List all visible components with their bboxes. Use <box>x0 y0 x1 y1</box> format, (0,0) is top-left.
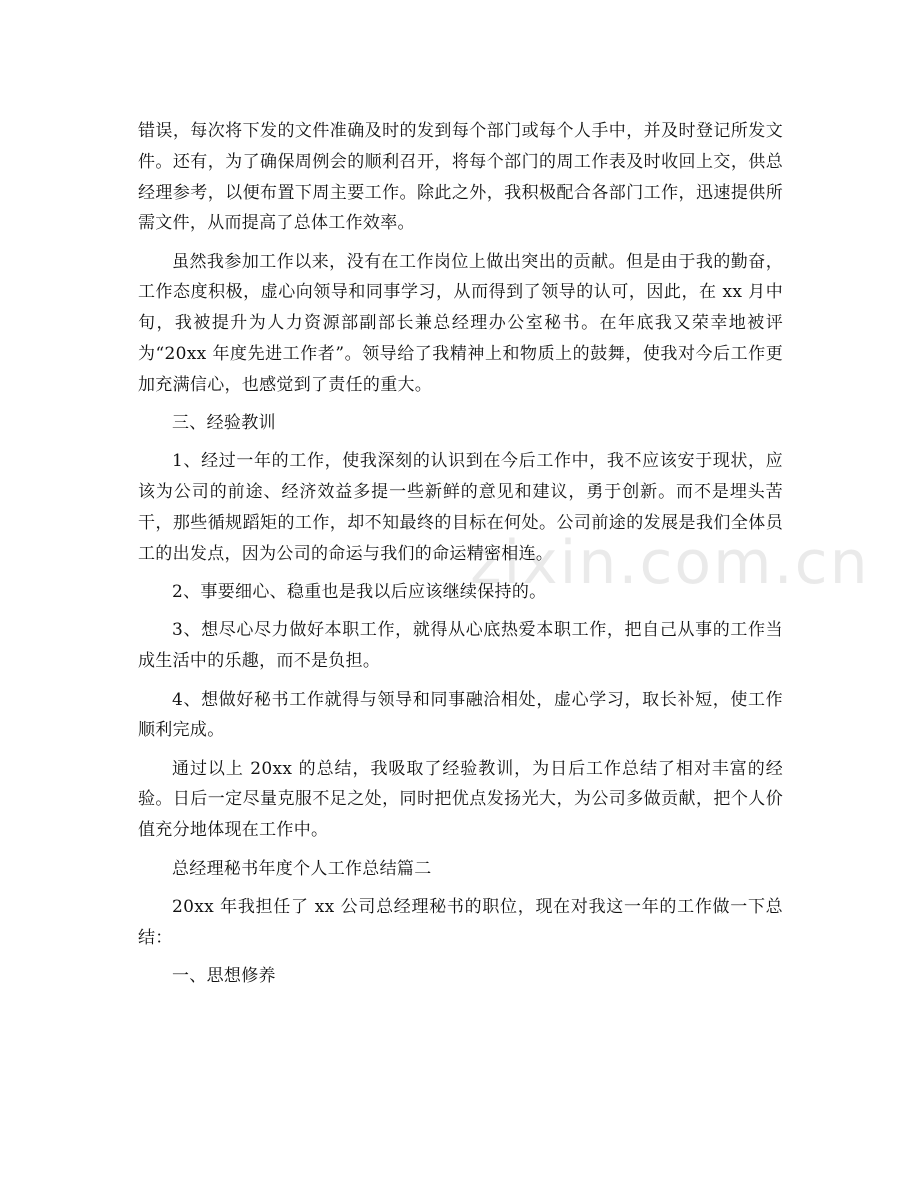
paragraph-lesson-4: 4、想做好秘书工作就得与领导和同事融洽相处，虚心学习，取长补短，使工作顺利完成。 <box>138 689 783 741</box>
paragraph-file-distribution: 错误，每次将下发的文件准确及时的发到每个部门或每个人手中，并及时登记所发文件。还有，为了确保周例会的顺利召开，将每个部门的周工作表及时收回上交，供总经理参考，以便布置下周主要工作。除此之外，我积极配合各部门工作，迅速提供所需文件，从而提高了总体工作效率。 <box>138 121 783 234</box>
paragraph-lesson-1: 1、经过一年的工作，使我深刻的认识到在今后工作中，我不应该安于现状，应该为公司的前途、经济效益多提一些新鲜的意见和建议，勇于创新。而不是埋头苦干，那些循规蹈矩的工作，却不知最终的目标在何处。公司前途的发展是我们全体员工的出发点，因为公司的命运与我们的命运精密相连。 <box>138 451 783 564</box>
article-title-part-two: 总经理秘书年度个人工作总结篇二 <box>172 858 432 879</box>
paragraph-lesson-3: 3、想尽心尽力做好本职工作，就得从心底热爱本职工作，把自己从事的工作当成生活中的乐趣，而不是负担。 <box>138 620 783 672</box>
watermark-logo: zixin.com.cn <box>470 528 870 598</box>
paragraph-lesson-2: 2、事要细心、稳重也是我以后应该继续保持的。 <box>172 582 547 603</box>
document-body <box>138 116 783 999</box>
section-heading-lessons: 三、经验教训 <box>172 413 276 434</box>
paragraph-promotion: 虽然我参加工作以来，没有在工作岗位上做出突出的贡献。但是由于我的勤奋，工作态度积极，虚心向领导和同事学习，从而得到了领导的认可，因此，在 xx 月中旬，我被提升为人力资源部副部长兼总经理办公室秘书。在年底我又荣幸地被评为“20xx 年度先进工作者”。领导给了我精神上和物质上的鼓舞，使我对今后工作更加充满信心，也感觉到了责任的重大。 <box>138 251 783 395</box>
paragraph-conclusion: 通过以上 20xx 的总结，我吸取了经验教训，为日后工作总结了相对丰富的经验。日后一定尽量克服不足之处，同时把优点发扬光大，为公司多做贡献，把个人价值充分地体现在工作中。 <box>138 758 783 841</box>
paragraph-intro-part-two: 20xx 年我担任了 xx 公司总经理秘书的职位，现在对我这一年的工作做一下总结： <box>138 896 783 948</box>
section-heading-ideology: 一、思想修养 <box>172 965 276 986</box>
